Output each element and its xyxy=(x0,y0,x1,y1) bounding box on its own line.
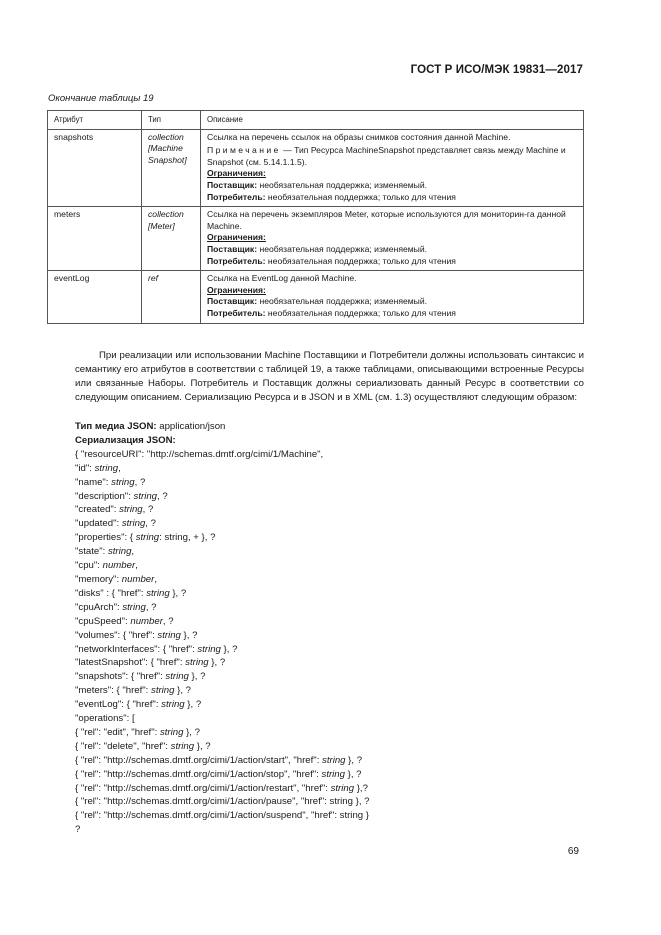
json-line-post: }, ? xyxy=(345,754,363,766)
json-line xyxy=(75,462,370,476)
json-line xyxy=(75,448,370,462)
serialization-block xyxy=(75,420,370,837)
json-line xyxy=(75,573,370,587)
json-line-pre: { "rel": "http://schemas.dmtf.org/cimi/1/action/pause", "href": string }, ? xyxy=(75,796,370,808)
json-line xyxy=(75,754,370,768)
json-line xyxy=(75,768,370,782)
type-line: Snapshot] xyxy=(148,154,187,165)
consumer-line xyxy=(207,192,577,204)
json-line-pre: "properties": { xyxy=(75,532,136,544)
json-line-pre: "cpuArch": xyxy=(75,601,123,613)
json-line-post: }, ? xyxy=(184,699,202,711)
json-line xyxy=(75,531,370,545)
table-caption: Окончание таблицы 19 xyxy=(48,93,154,104)
json-line xyxy=(75,476,370,490)
json-line-pre: "operations": [ xyxy=(75,713,135,725)
serialization-heading: Сериализация JSON: xyxy=(75,434,176,446)
json-line-pre: "disks" : { "href": xyxy=(75,587,147,599)
json-line-it: string xyxy=(159,726,184,738)
json-line-pre: "memory": xyxy=(75,573,122,585)
json-line xyxy=(75,503,370,517)
json-line-pre: "volumes": { "href": xyxy=(75,629,158,641)
json-line-post: , ? xyxy=(134,476,146,488)
attribute-cell: snapshots xyxy=(48,129,142,207)
description-text: Ссылка на перечень ссылок на образы снимков состояния данной Machine. xyxy=(207,131,511,142)
document-header: ГОСТ Р ИСО/МЭК 19831—2017 xyxy=(410,64,583,76)
provider-text: необязательная поддержка; изменяемый. xyxy=(257,179,428,190)
json-line-post: , ? xyxy=(145,518,156,530)
constraints-label: Ограничения: xyxy=(207,232,266,243)
consumer-line xyxy=(207,308,577,320)
note-text: — Тип Ресурса MachineSnapshot представляет связь между Machine и Snapshot (см. 5.14.1.1.5). xyxy=(207,145,566,167)
json-line-pre: { "rel": "http://schemas.dmtf.org/cimi/1/action/suspend", "href": string } xyxy=(75,810,369,822)
json-line-it: string xyxy=(161,699,185,711)
json-line-pre: "latestSnapshot": { "href": xyxy=(75,657,186,669)
json-line-pre: { "resourceURI": "http://schemas.dmtf.org/cimi/1/Machine", xyxy=(75,448,324,460)
json-line-it: string xyxy=(135,532,160,544)
json-line-post: },? xyxy=(354,782,368,794)
description-cell xyxy=(201,207,584,271)
json-line-pre: "created": xyxy=(75,504,120,516)
json-line xyxy=(75,587,370,601)
json-line-pre: "snapshots": { "href": xyxy=(75,671,166,683)
json-line-post: }, ? xyxy=(183,726,200,738)
json-line-post: }, ? xyxy=(188,671,206,683)
media-type-label: Тип медиа JSON: xyxy=(75,421,157,432)
json-line-pre: "id": xyxy=(75,462,95,474)
json-line xyxy=(75,782,370,796)
json-line-pre: "updated": xyxy=(75,518,122,530)
json-line-it: string xyxy=(170,740,195,752)
json-line-pre: { "rel": "http://schemas.dmtf.org/cimi/1/action/stop", "href": xyxy=(75,768,322,780)
description-text: Ссылка на перечень экземпляров Meter, которые используются для мониторин-га данной Machine. xyxy=(207,209,566,231)
json-line xyxy=(75,601,370,615)
json-line-pre: { "rel": "http://schemas.dmtf.org/cimi/1/action/restart", "href": xyxy=(75,782,331,794)
json-line xyxy=(75,684,370,698)
consumer-label: Потребитель: xyxy=(207,191,266,202)
consumer-label: Потребитель: xyxy=(207,307,266,318)
json-line-post: }, ? xyxy=(174,685,192,697)
description-cell xyxy=(201,271,584,323)
provider-label: Поставщик: xyxy=(207,296,258,307)
json-line xyxy=(75,670,370,684)
json-line-it: string xyxy=(111,476,135,488)
json-line xyxy=(75,559,370,573)
json-line xyxy=(75,656,370,670)
json-line-it: string xyxy=(151,685,175,697)
constraints-label: Ограничения: xyxy=(207,168,266,179)
json-line-pre: "description": xyxy=(75,490,134,502)
media-type-value: application/json xyxy=(156,421,226,432)
json-line xyxy=(75,795,370,809)
provider-label: Поставщик: xyxy=(207,243,258,254)
json-line xyxy=(75,809,370,823)
json-line-post: : string, + }, ? xyxy=(159,532,216,544)
json-line xyxy=(75,698,370,712)
provider-line xyxy=(207,296,577,308)
attribute-cell: meters xyxy=(48,207,142,271)
consumer-text: необязательная поддержка; только для чтения xyxy=(265,191,456,202)
media-type-line xyxy=(75,420,370,434)
json-line-it: string xyxy=(107,546,132,558)
body-paragraph: При реализации или использовании Machine Поставщики и Потребители должны использовать синтаксис и семантику его атрибутов в соответствии с таблицей 19, а также таблицами, описывающими встроенные Ресурсы или связанные Наборы. Потребитель и Поставщик должны сериализовать данный Ресурс в соответствии со следующим описанием. Сериализацию Ресурса и в JSON и в XML (см. 1.3) осуществляют следующим образом: xyxy=(75,350,584,403)
json-line-post: , xyxy=(154,573,157,585)
json-line-post: }, ? xyxy=(344,768,362,780)
json-line-it: string xyxy=(121,518,146,530)
json-line-post: }, ? xyxy=(180,629,198,641)
type-line: [Machine xyxy=(148,143,183,154)
json-line-it: string xyxy=(157,629,181,641)
column-header-type: Тип xyxy=(142,111,201,130)
consumer-line xyxy=(207,256,577,268)
json-line-post: , xyxy=(118,462,121,474)
provider-text: необязательная поддержка; изменяемый. xyxy=(257,243,428,254)
provider-label: Поставщик: xyxy=(207,179,258,190)
json-line-pre: { "rel": "http://schemas.dmtf.org/cimi/1/action/start", "href": xyxy=(75,754,323,766)
json-line-it: number xyxy=(121,573,155,585)
note xyxy=(207,145,577,168)
json-line-it: string xyxy=(133,490,158,502)
json-line xyxy=(75,490,370,504)
consumer-text: необязательная поддержка; только для чтения xyxy=(265,255,456,266)
table-row xyxy=(48,207,584,271)
json-line-it: string xyxy=(330,782,355,794)
json-line-post: , ? xyxy=(145,601,157,613)
json-line-pre: "cpuSpeed": xyxy=(75,615,131,627)
json-line-post: }, ? xyxy=(169,587,187,599)
json-line-it: string xyxy=(119,504,143,516)
json-line xyxy=(75,726,370,740)
json-line xyxy=(75,823,370,837)
json-line-it: string xyxy=(94,462,119,474)
json-line-post: }, ? xyxy=(208,657,226,669)
type-line: [Meter] xyxy=(148,220,175,231)
json-line-it: string xyxy=(197,643,221,655)
table-row xyxy=(48,271,584,323)
json-lines xyxy=(75,448,370,837)
column-header-attribute: Атрибут xyxy=(48,111,142,130)
json-line xyxy=(75,545,370,559)
json-line-post: , xyxy=(131,546,135,558)
description-text: Ссылка на EventLog данной Machine. xyxy=(207,273,357,284)
json-line-pre: "cpu": xyxy=(75,560,103,572)
json-line-it: string xyxy=(322,754,346,766)
attributes-table xyxy=(47,110,584,324)
json-line-post: , xyxy=(135,560,138,572)
table-header-row xyxy=(48,111,584,130)
json-line-pre: "name": xyxy=(75,476,112,488)
json-line xyxy=(75,643,370,657)
type-cell xyxy=(142,129,201,207)
description-cell xyxy=(201,129,584,207)
json-line-pre: "meters": { "href": xyxy=(75,685,152,697)
json-line-post: }, ? xyxy=(220,643,238,655)
type-cell xyxy=(142,271,201,323)
json-line-it: number xyxy=(102,560,136,572)
table-row xyxy=(48,129,584,207)
consumer-label: Потребитель: xyxy=(207,255,266,266)
json-line-post: }, ? xyxy=(194,740,211,752)
json-line-it: string xyxy=(146,587,170,599)
json-line-pre: { "rel": "delete", "href": xyxy=(75,740,171,752)
json-line xyxy=(75,517,370,531)
json-line xyxy=(75,740,370,754)
json-line-it: string xyxy=(185,657,209,669)
json-line-post: , ? xyxy=(157,490,168,502)
type-line: collection xyxy=(148,131,184,142)
provider-line xyxy=(207,244,577,256)
json-line-pre: { "rel": "edit", "href": xyxy=(75,726,160,738)
json-line-it: string xyxy=(165,671,189,683)
json-line-post: , ? xyxy=(142,504,154,516)
note-label: Примечание xyxy=(207,145,281,156)
attribute-cell: eventLog xyxy=(48,271,142,323)
type-cell xyxy=(142,207,201,271)
json-line-pre: "networkInterfaces": { "href": xyxy=(75,643,198,655)
json-line xyxy=(75,615,370,629)
type-line: collection xyxy=(148,209,184,220)
type-line: ref xyxy=(148,273,159,284)
json-line-it: string xyxy=(321,768,345,780)
column-header-description: Описание xyxy=(201,111,584,130)
provider-line xyxy=(207,180,577,192)
consumer-text: необязательная поддержка; только для чтения xyxy=(265,307,456,318)
constraints-label: Ограничения: xyxy=(207,284,266,295)
json-line xyxy=(75,629,370,643)
json-line-pre: "eventLog": { "href": xyxy=(75,699,162,711)
json-line-post: , ? xyxy=(162,615,174,627)
json-line-pre: ? xyxy=(75,824,81,836)
page-number: 69 xyxy=(567,846,579,857)
json-line-pre: "state": xyxy=(75,546,108,558)
json-line-it: string xyxy=(122,601,146,613)
json-line xyxy=(75,712,370,726)
provider-text: необязательная поддержка; изменяемый. xyxy=(257,296,428,307)
json-line-it: number xyxy=(130,615,163,627)
